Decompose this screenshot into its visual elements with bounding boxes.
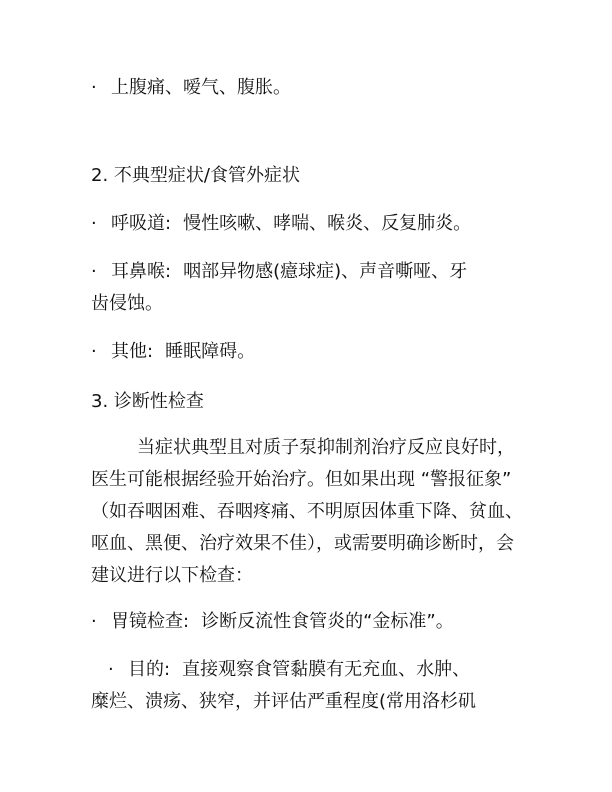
section-heading: 2. 不典型症状/食管外症状 (91, 165, 300, 186)
list-item-text: 直接观察食管黏膜有无充血、水肿、 (182, 659, 471, 680)
list-item (91, 208, 531, 240)
sub-list-item (108, 654, 548, 686)
list-item-label: 耳鼻喉: (111, 261, 172, 282)
bullet-icon: · (91, 77, 97, 98)
bullet-icon: · (108, 659, 114, 680)
list-item-label: 其他: (111, 341, 154, 362)
list-item (91, 336, 531, 368)
section-heading: 3. 诊断性检查 (91, 391, 204, 412)
list-item-text: 上腹痛、嗳气、腹胀。 (111, 77, 291, 98)
list-item-continuation: 齿侵蚀。 (91, 293, 163, 314)
list-item (91, 606, 531, 638)
list-item (91, 72, 531, 104)
bullet-icon: · (91, 213, 97, 234)
sub-list-item-continuation: 糜烂、溃疡、狭窄，并评估严重程度(常用洛杉矶 (91, 691, 477, 712)
list-item-label: 目的: (128, 659, 171, 680)
list-item-text: 诊断反流性食管炎的“金标准”。 (201, 611, 454, 632)
list-item-label: 呼吸道: (111, 213, 172, 234)
list-item-text: 慢性咳嗽、哮喘、喉炎、反复肺炎。 (183, 213, 472, 234)
bullet-icon: · (91, 261, 97, 282)
bullet-icon: · (91, 611, 97, 632)
bullet-icon: · (91, 341, 97, 362)
list-item-label: 胃镜检查: (111, 611, 190, 632)
body-paragraph: 当症状典型且对质子泵抑制剂治疗反应良好时，医生可能根据经验开始治疗。但如果出现 “警报征象” （如吞咽困难、吞咽疼痛、不明原因体重下降、贫血、呕血、黑便、治疗效果不佳），或需要明确诊断时，会建议进行以下检查： (91, 437, 523, 586)
list-item-text: 咽部异物感(癔球症)、声音嘶哑、牙 (183, 261, 468, 282)
list-item (91, 256, 531, 288)
list-item-text: 睡眠障碍。 (165, 341, 256, 362)
